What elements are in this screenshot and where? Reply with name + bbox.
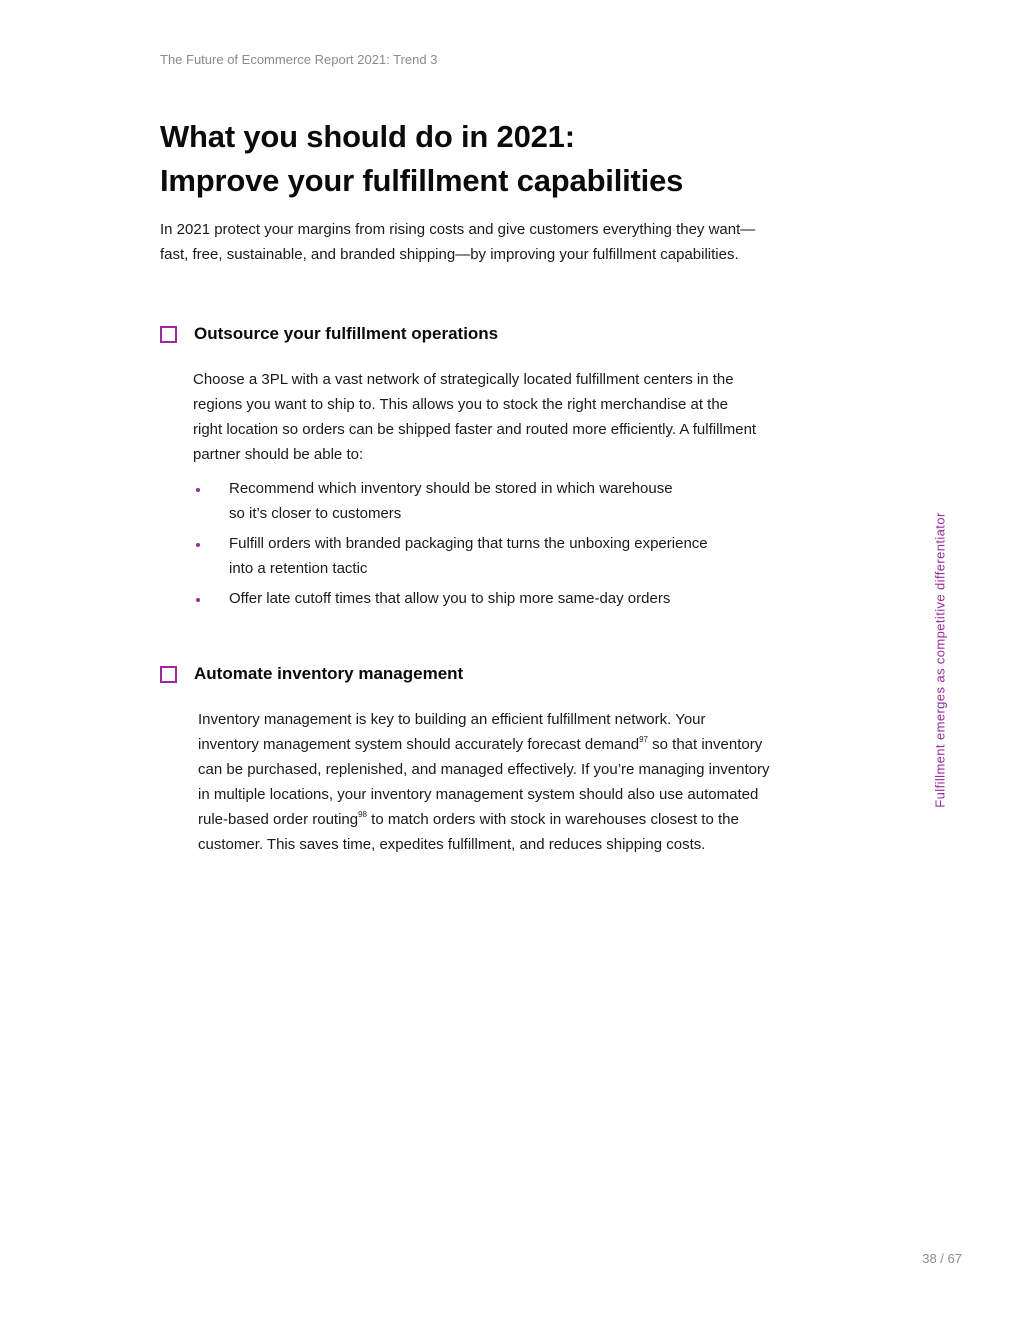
intro-line-2: fast, free, sustainable, and branded shipping—by improving your fulfillment capabilities. <box>160 246 739 263</box>
section-heading-text: Outsource your fulfillment operations <box>194 324 499 343</box>
bullet-dot-icon <box>196 543 200 547</box>
paragraph-line: rule-based order routing <box>198 811 359 828</box>
paragraph-line: in multiple locations, your inventory management system should also use automated <box>198 786 759 803</box>
vertical-section-label: Fulfillment emerges as competitive differentiator <box>932 512 948 808</box>
section-heading-text: Automate inventory management <box>194 664 464 683</box>
list-item-line: Recommend which inventory should be stored in which warehouse <box>229 480 673 497</box>
paragraph-line: can be purchased, replenished, and managed effectively. If you’re managing inventory <box>198 761 770 778</box>
list-item-line: Offer late cutoff times that allow you to ship more same-day orders <box>229 590 671 607</box>
page-number: 38 / 67 <box>922 1251 962 1266</box>
section-heading-automate <box>160 663 463 685</box>
footnote-ref-97: 97 <box>639 735 648 744</box>
list-item <box>193 531 793 581</box>
list-item <box>193 476 793 526</box>
paragraph-line: Choose a 3PL with a vast network of strategically located fulfillment centers in the <box>193 371 734 388</box>
running-header: The Future of Ecommerce Report 2021: Trend 3 <box>160 52 438 67</box>
paragraph-line: Inventory management is key to building an efficient fulfillment network. Your <box>198 711 706 728</box>
list-item-line: so it’s closer to customers <box>229 505 402 522</box>
list-item-line: into a retention tactic <box>229 560 368 577</box>
section-2-paragraph <box>198 707 868 857</box>
paragraph-line: so that inventory <box>647 736 763 753</box>
checkbox-icon <box>160 666 177 683</box>
page-title-line-2: Improve your fulfillment capabilities <box>160 163 684 198</box>
bullet-dot-icon <box>196 598 200 602</box>
list-item-line: Fulfill orders with branded packaging that turns the unboxing experience <box>229 535 708 552</box>
checkbox-icon <box>160 326 177 343</box>
intro-paragraph <box>160 217 860 267</box>
paragraph-line: customer. This saves time, expedites fulfillment, and reduces shipping costs. <box>198 836 706 853</box>
page-title <box>160 115 683 203</box>
page-title-line-1: What you should do in 2021: <box>160 119 575 154</box>
intro-line-1: In 2021 protect your margins from rising costs and give customers everything they want— <box>160 221 756 238</box>
bullet-list <box>193 476 793 616</box>
paragraph-line: to match orders with stock in warehouses closest to the <box>367 811 739 828</box>
paragraph-line: right location so orders can be shipped faster and routed more efficiently. A fulfillment <box>193 421 757 438</box>
section-1-paragraph <box>193 367 863 467</box>
paragraph-line: regions you want to ship to. This allows you to stock the right merchandise at the <box>193 396 729 413</box>
list-item <box>193 586 793 611</box>
paragraph-line: inventory management system should accurately forecast demand <box>198 736 640 753</box>
paragraph-line: partner should be able to: <box>193 446 364 463</box>
section-heading-outsource <box>160 323 498 345</box>
bullet-dot-icon <box>196 488 200 492</box>
footnote-ref-98: 98 <box>358 810 367 819</box>
